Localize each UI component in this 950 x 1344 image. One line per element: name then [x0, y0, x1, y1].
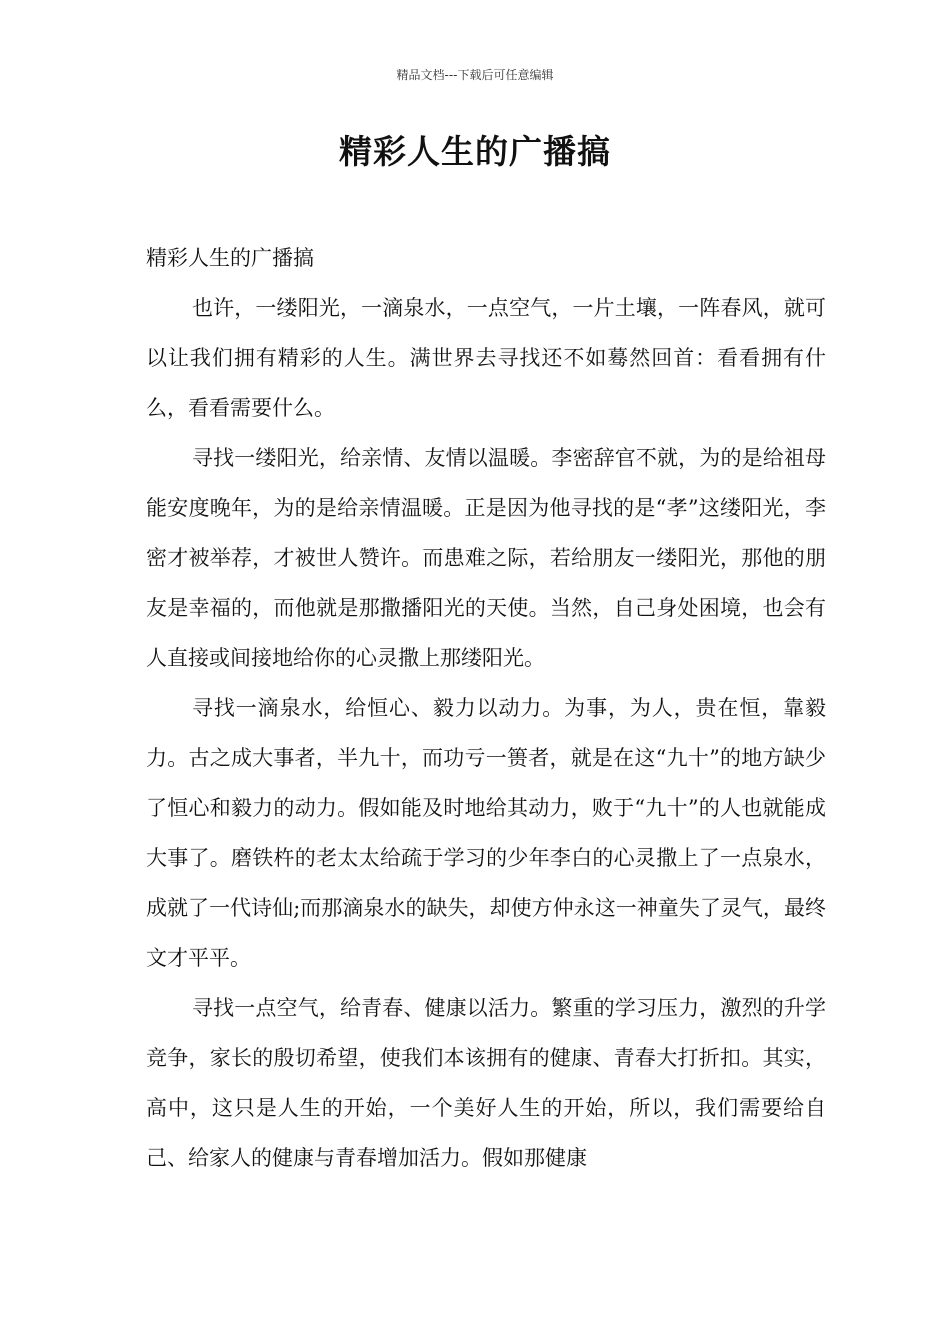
paragraph: 寻找一缕阳光，给亲情、友情以温暖。李密辞官不就，为的是给祖母能安度晚年，为的是给亲情温暖。正是因为他寻找的是“孝”这缕阳光，李密才被举荐，才被世人赞许。而患难之际，若给朋友一缕阳光，那他的朋友是幸福的，而他就是那撒播阳光的天使。当然，自己身处困境，也会有人直接或间接地给你的心灵撒上那缕阳光。 — [146, 446, 826, 670]
document-subtitle: 精彩人生的广播搞 — [146, 246, 314, 270]
page-header: 精品文档---下载后可任意编辑 — [396, 68, 554, 82]
paragraph: 寻找一点空气，给青春、健康以活力。繁重的学习压力，激烈的升学竞争，家长的殷切希望，使我们本该拥有的健康、青春大打折扣。其实，高中，这只是人生的开始，一个美好人生的开始，所以，我们需要给自己、给家人的健康与青春增加活力。假如那健康 — [146, 996, 826, 1170]
paragraph: 寻找一滴泉水，给恒心、毅力以动力。为事，为人，贵在恒，靠毅力。古之成大事者，半九十，而功亏一篑者，就是在这“九十”的地方缺少了恒心和毅力的动力。假如能及时地给其动力，败于“九十”的人也就能成大事了。磨铁杵的老太太给疏于学习的少年李白的心灵撒上了一点泉水，成就了一代诗仙;而那滴泉水的缺失，却使方仲永这一神童失了灵气，最终文才平平。 — [146, 696, 826, 970]
paragraph: 也许，一缕阳光，一滴泉水，一点空气，一片土壤，一阵春风，就可以让我们拥有精彩的人生。满世界去寻找还不如蓦然回首：看看拥有什么，看看需要什么。 — [146, 296, 826, 420]
document-title: 精彩人生的广播搞 — [339, 132, 611, 171]
document-body — [146, 233, 826, 1183]
